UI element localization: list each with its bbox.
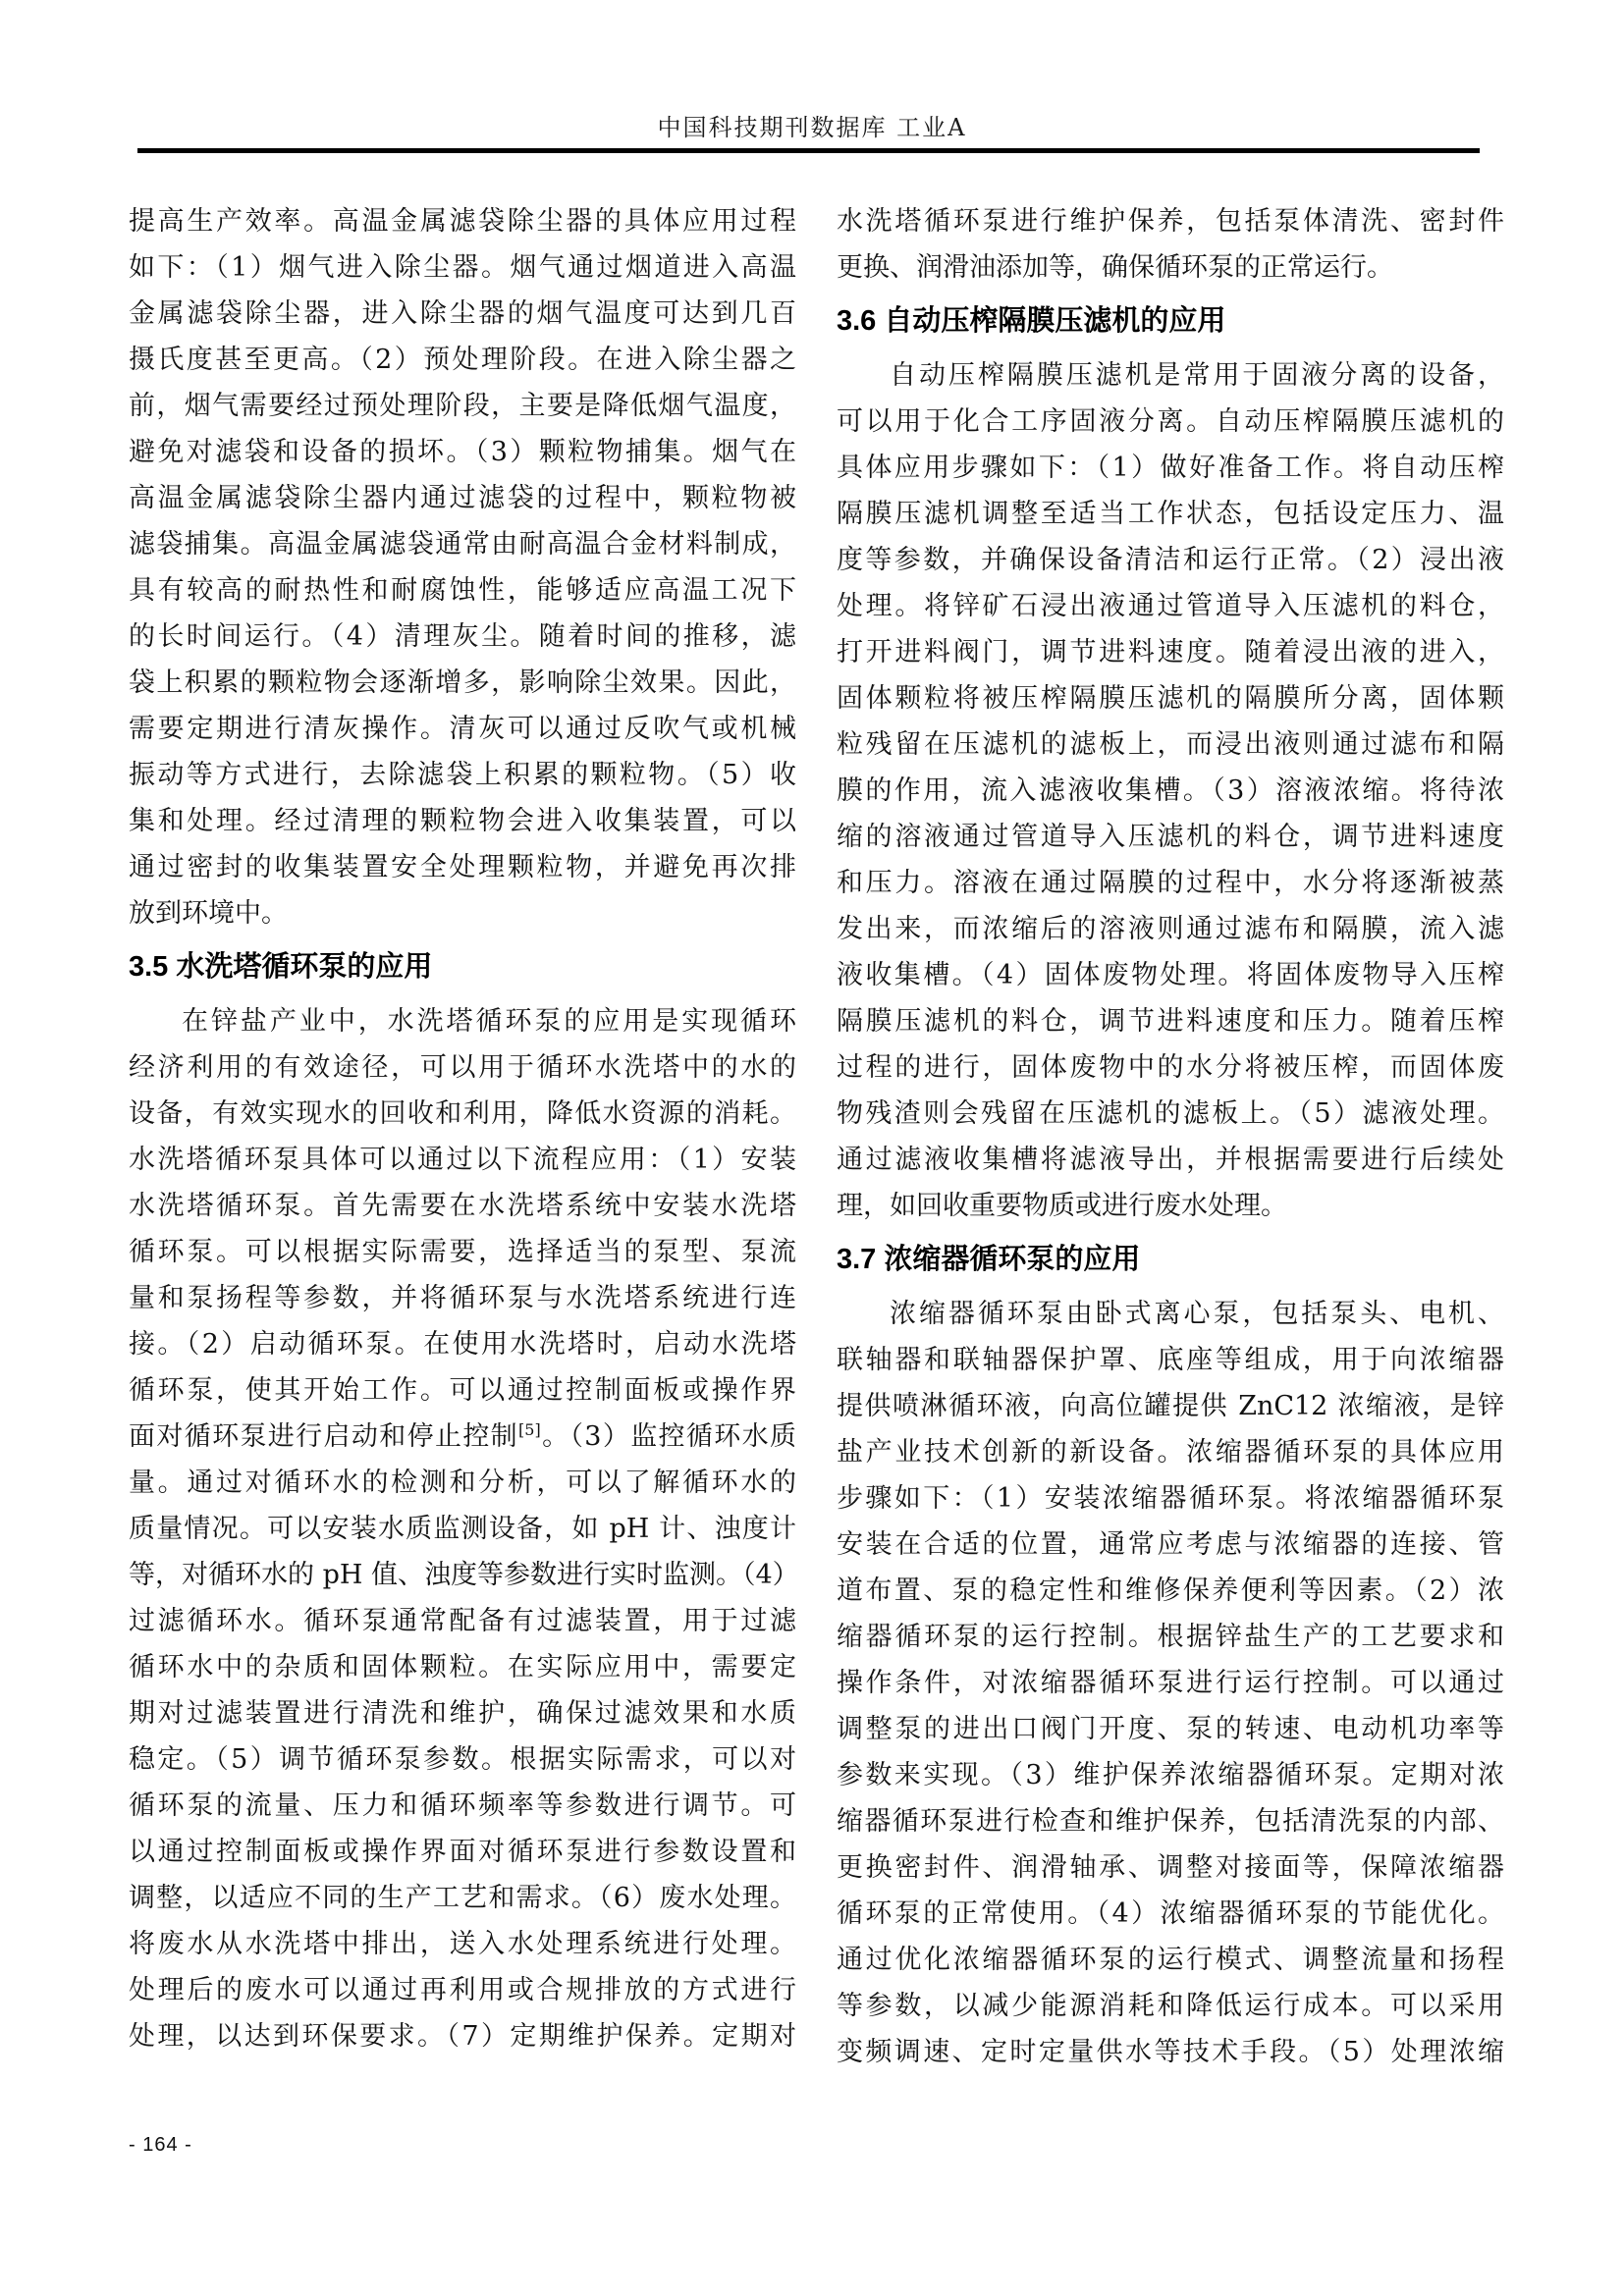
text-line: 面对循环泵进行启动和停止控制[5]。（3）监控循环水质 — [129, 1420, 796, 1452]
text-line: 水洗塔循环泵。首先需要在水洗塔系统中安装水洗塔 — [129, 1191, 796, 1221]
text-line: 等，对循环水的 pH 值、浊度等参数进行实时监测。（4） — [129, 1560, 799, 1590]
text-line: 在锌盐产业中，水洗塔循环泵的应用是实现循环 — [182, 1006, 796, 1037]
text-line: 可以用于化合工序固液分离。自动压榨隔膜压滤机的 — [837, 406, 1504, 437]
text-line: 缩器循环泵进行检查和维护保养，包括清洗泵的内部、 — [837, 1806, 1504, 1837]
text-line: 浓缩器循环泵由卧式离心泵，包括泵头、电机、 — [890, 1299, 1504, 1329]
text-line: 处理，以达到环保要求。（7）定期维护保养。定期对 — [129, 2021, 796, 2052]
text-line: 隔膜压滤机调整至适当工作状态，包括设定压力、温 — [837, 499, 1504, 529]
text-line: 水洗塔循环泵具体可以通过以下流程应用：（1）安装 — [129, 1145, 796, 1175]
left-column — [129, 198, 799, 2059]
text-line: 量。通过对循环水的检测和分析，可以了解循环水的 — [129, 1468, 796, 1498]
page-number: - 164 - — [129, 2134, 192, 2156]
text-line: 的长时间运行。（4）清理灰尘。随着时间的推移，滤 — [129, 621, 796, 652]
text-line: 滤袋捕集。高温金属滤袋通常由耐高温合金材料制成， — [129, 529, 796, 560]
text-line: 质量情况。可以安装水质监测设备，如 pH 计、浊度计 — [129, 1514, 796, 1544]
text-line: 具体应用步骤如下：（1）做好准备工作。将自动压榨 — [837, 453, 1504, 483]
text-line: 金属滤袋除尘器，进入除尘器的烟气温度可达到几百 — [129, 298, 796, 329]
text-line: 设备，有效实现水的回收和利用，降低水资源的消耗。 — [129, 1098, 796, 1129]
text-line: 如下：（1）烟气进入除尘器。烟气通过烟道进入高温 — [129, 252, 796, 283]
citation-reference: [5] — [518, 1420, 541, 1439]
text-line: 等参数，以减少能源消耗和降低运行成本。可以采用 — [837, 1991, 1504, 2021]
text-line: 量和泵扬程等参数，并将循环泵与水洗塔系统进行连 — [129, 1283, 796, 1313]
text-line: 隔膜压滤机的料仓，调节进料速度和压力。随着压榨 — [837, 1006, 1504, 1037]
text-line: 处理。将锌矿石浸出液通过管道导入压滤机的料仓， — [837, 591, 1504, 621]
text-line: 通过优化浓缩器循环泵的运行模式、调整流量和扬程 — [837, 1945, 1504, 1975]
text-line: 打开进料阀门，调节进料速度。随着浸出液的进入， — [837, 637, 1504, 667]
page-header-title: 中国科技期刊数据库 工业A — [657, 114, 967, 141]
text-line: 联轴器和联轴器保护罩、底座等组成，用于向浓缩器 — [837, 1345, 1504, 1375]
text-line: 将废水从水洗塔中排出，送入水处理系统进行处理。 — [129, 1929, 796, 1959]
text-line: 膜的作用，流入滤液收集槽。（3）溶液浓缩。将待浓 — [837, 775, 1504, 806]
text-line: 自动压榨隔膜压滤机是常用于固液分离的设备， — [890, 360, 1504, 391]
text-line: 更换密封件、润滑轴承、调整对接面等，保障浓缩器 — [837, 1852, 1504, 1883]
text-line: 处理后的废水可以通过再利用或合规排放的方式进行 — [129, 1975, 796, 2005]
text-line: 循环泵的正常使用。（4）浓缩器循环泵的节能优化。 — [837, 1898, 1504, 1929]
text-line: 固体颗粒将被压榨隔膜压滤机的隔膜所分离，固体颗 — [837, 683, 1504, 714]
text-line: 调整，以适应不同的生产工艺和需求。（6）废水处理。 — [129, 1883, 796, 1913]
text-line: 发出来，而浓缩后的溶液则通过滤布和隔膜，流入滤 — [837, 914, 1504, 944]
text-line: 缩的溶液通过管道导入压滤机的料仓，调节进料速度 — [837, 822, 1504, 852]
text-line: 安装在合适的位置，通常应考虑与浓缩器的连接、管 — [837, 1529, 1504, 1560]
text-line: 道布置、泵的稳定性和维修保养便利等因素。（2）浓 — [837, 1575, 1504, 1606]
text-line: 经济利用的有效途径，可以用于循环水洗塔中的水的 — [129, 1052, 796, 1083]
section-heading-3-7: 3.7 浓缩器循环泵的应用 — [837, 1244, 1141, 1275]
text-line: 期对过滤装置进行清洗和维护，确保过滤效果和水质 — [129, 1698, 796, 1729]
text-line: 放到环境中。 — [129, 898, 288, 929]
text-line: 物残渣则会残留在压滤机的滤板上。（5）滤液处理。 — [837, 1098, 1504, 1129]
text-line: 避免对滤袋和设备的损坏。（3）颗粒物捕集。烟气在 — [129, 437, 796, 467]
text-line: 循环水中的杂质和固体颗粒。在实际应用中，需要定 — [129, 1652, 796, 1682]
text-line: 以通过控制面板或操作界面对循环泵进行参数设置和 — [129, 1837, 796, 1867]
text-line: 粒残留在压滤机的滤板上，而浸出液则通过滤布和隔 — [837, 729, 1504, 760]
text-line: 振动等方式进行，去除滤袋上积累的颗粒物。（5）收 — [129, 760, 796, 790]
text-line: 盐产业技术创新的新设备。浓缩器循环泵的具体应用 — [837, 1437, 1504, 1468]
section-heading-3-5: 3.5 水洗塔循环泵的应用 — [129, 951, 433, 983]
text-line: 接。（2）启动循环泵。在使用水洗塔时，启动水洗塔 — [129, 1329, 796, 1360]
text-line: 理，如回收重要物质或进行废水处理。 — [837, 1191, 1287, 1221]
text-line: 步骤如下：（1）安装浓缩器循环泵。将浓缩器循环泵 — [837, 1483, 1504, 1514]
text-line: 集和处理。经过清理的颗粒物会进入收集装置，可以 — [129, 806, 796, 836]
text-line: 具有较高的耐热性和耐腐蚀性，能够适应高温工况下 — [129, 575, 796, 606]
text-line: 摄氏度甚至更高。（2）预处理阶段。在进入除尘器之 — [129, 345, 796, 375]
text-line: 液收集槽。（4）固体废物处理。将固体废物导入压榨 — [837, 960, 1504, 990]
text-line: 变频调速、定时定量供水等技术手段。（5）处理浓缩 — [837, 2037, 1504, 2067]
text-line: 循环泵的流量、压力和循环频率等参数进行调节。可 — [129, 1790, 796, 1821]
text-line: 度等参数，并确保设备清洁和运行正常。（2）浸出液 — [837, 545, 1504, 575]
text-line: 操作条件，对浓缩器循环泵进行运行控制。可以通过 — [837, 1668, 1504, 1698]
text-line: 过程的进行，固体废物中的水分将被压榨，而固体废 — [837, 1052, 1504, 1083]
text-line: 调整泵的进出口阀门开度、泵的转速、电动机功率等 — [837, 1714, 1504, 1744]
text-line: 稳定。（5）调节循环泵参数。根据实际需求，可以对 — [129, 1744, 796, 1775]
text-line: 提高生产效率。高温金属滤袋除尘器的具体应用过程 — [129, 206, 796, 237]
section-heading-3-6: 3.6 自动压榨隔膜压滤机的应用 — [837, 305, 1226, 337]
text-line: 和压力。溶液在通过隔膜的过程中，水分将逐渐被蒸 — [837, 868, 1504, 898]
text-line: 缩器循环泵的运行控制。根据锌盐生产的工艺要求和 — [837, 1622, 1504, 1652]
text-line: 水洗塔循环泵进行维护保养，包括泵体清洗、密封件 — [837, 206, 1504, 237]
text-line: 过滤循环水。循环泵通常配备有过滤装置，用于过滤 — [129, 1606, 796, 1636]
text-line: 循环泵。可以根据实际需要，选择适当的泵型、泵流 — [129, 1237, 796, 1267]
text-line: 高温金属滤袋除尘器内通过滤袋的过程中，颗粒物被 — [129, 483, 796, 513]
text-line: 通过密封的收集装置安全处理颗粒物，并避免再次排 — [129, 852, 796, 882]
text-line: 循环泵，使其开始工作。可以通过控制面板或操作界 — [129, 1375, 796, 1406]
header-rule — [137, 148, 1480, 153]
text-line: 前，烟气需要经过预处理阶段，主要是降低烟气温度， — [129, 391, 796, 421]
text-line: 提供喷淋循环液，向高位罐提供 ZnC12 浓缩液，是锌 — [837, 1391, 1504, 1421]
text-line: 袋上积累的颗粒物会逐渐增多，影响除尘效果。因此， — [129, 667, 796, 698]
right-column — [837, 198, 1504, 2075]
text-line: 通过滤液收集槽将滤液导出，并根据需要进行后续处 — [837, 1145, 1504, 1175]
text-line: 更换、润滑油添加等，确保循环泵的正常运行。 — [837, 252, 1393, 283]
text-line: 参数来实现。（3）维护保养浓缩器循环泵。定期对浓 — [837, 1760, 1504, 1790]
text-line: 需要定期进行清灰操作。清灰可以通过反吹气或机械 — [129, 714, 796, 744]
